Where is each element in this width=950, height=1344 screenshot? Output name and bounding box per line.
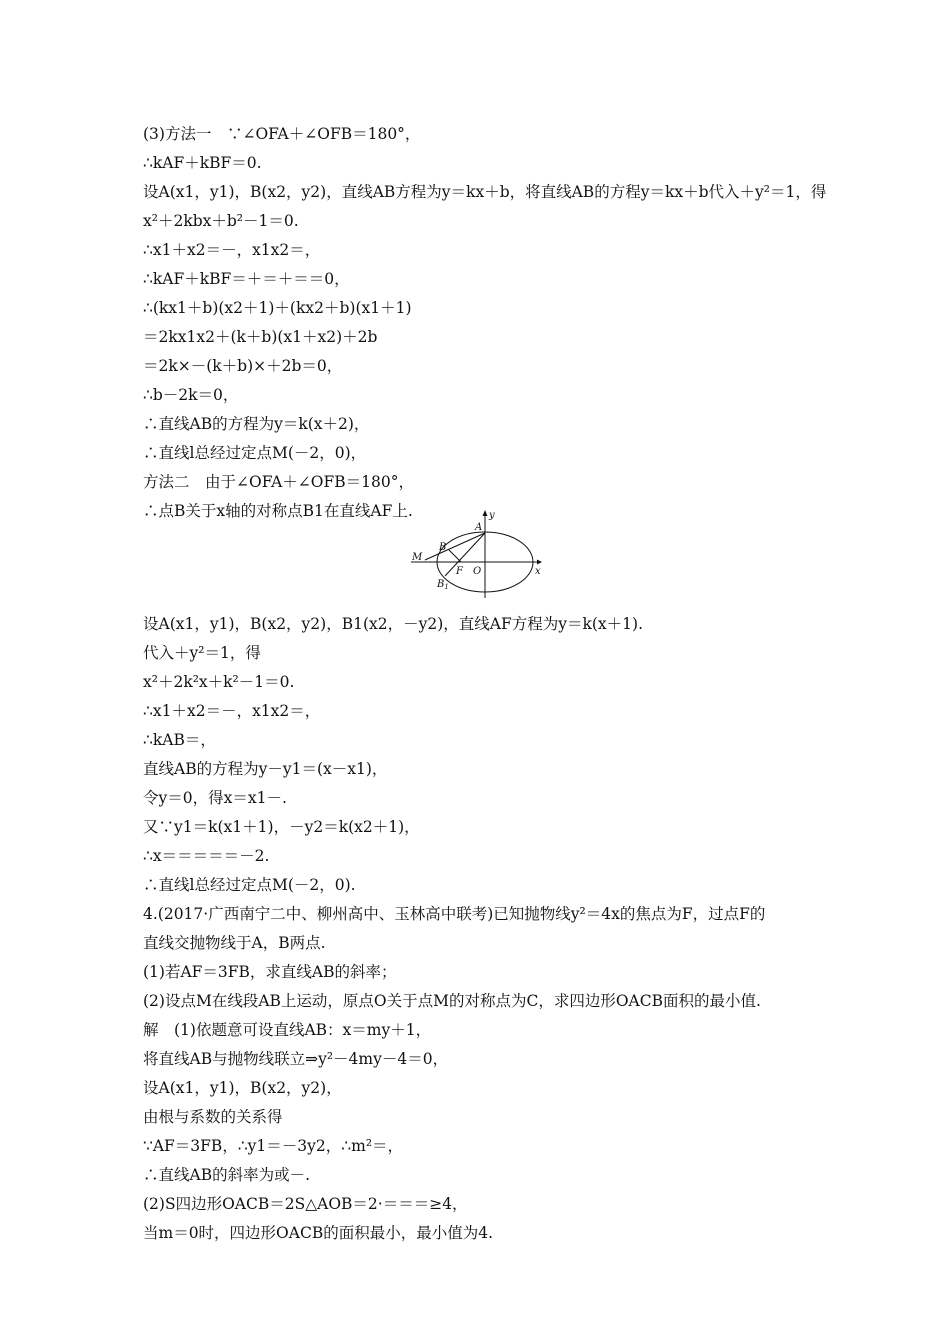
text-line: 设A(x1，y1)，B(x2，y2)，直线AB方程为y＝kx＋b，将直线AB的方程y＝kx＋b代入＋y²＝1，得 — [143, 183, 827, 201]
text-line: ∴直线AB的斜率为或－. — [143, 1166, 311, 1184]
label-O: O — [473, 566, 482, 577]
text-line: ∵AF＝3FB，∴y1＝－3y2，∴m²＝， — [143, 1137, 404, 1155]
text-line: 又∵y1＝k(x1＋1)，－y2＝k(x2＋1)， — [143, 818, 420, 836]
text-line: ∴直线l总经过定点M(－2，0). — [143, 876, 356, 894]
text-line: 直线AB的方程为y－y1＝(x－x1)， — [143, 760, 388, 778]
text-line: 解 (1)依题意可设直线AB：x＝my＋1， — [143, 1021, 432, 1039]
text-line: 直线交抛物线于A，B两点. — [143, 934, 326, 952]
label-x: x — [535, 566, 541, 577]
text-line: 代入＋y²＝1，得 — [143, 644, 261, 662]
text-line: (1)若AF＝3FB，求直线AB的斜率； — [143, 963, 397, 981]
text-line: ∴b－2k＝0， — [143, 386, 239, 404]
text-line: ∴x＝＝＝＝＝－2. — [143, 847, 270, 865]
text-line: 令y＝0，得x＝x1－. — [143, 789, 287, 807]
text-line: ∴(kx1＋b)(x2＋1)＋(kx2＋b)(x1＋1) — [143, 299, 412, 317]
text-line: 设A(x1，y1)，B(x2，y2)， — [143, 1079, 342, 1097]
text-line: 方法二 由于∠OFA＋∠OFB＝180°， — [143, 473, 414, 491]
text-line: (3)方法一 ∵∠OFA＋∠OFB＝180°， — [143, 125, 421, 143]
label-A: A — [475, 522, 483, 533]
text-line: (2)设点M在线段AB上运动，原点O关于点M的对称点为C，求四边形OACB面积的最小值. — [143, 992, 761, 1010]
ellipse-figure — [405, 508, 545, 600]
text-line: 将直线AB与抛物线联立⇒y²－4my－4＝0， — [143, 1050, 449, 1068]
text-line: ∴x1＋x2＝－，x1x2＝， — [143, 241, 321, 259]
text-line: ∴x1＋x2＝－，x1x2＝， — [143, 702, 321, 720]
text-line: 当m＝0时，四边形OACB的面积最小，最小值为4. — [143, 1224, 494, 1242]
label-B: B — [439, 542, 447, 553]
label-F: F — [456, 566, 463, 577]
y-axis-arrow-icon — [483, 510, 488, 516]
ellipse-diagram — [405, 508, 545, 600]
label-y: y — [489, 510, 495, 521]
text-line: ∴kAB＝， — [143, 731, 216, 749]
label-M: M — [412, 552, 423, 563]
text-line: ＝2k×－(k＋b)×＋2b＝0， — [143, 357, 343, 375]
text-line: (2)S四边形OACB＝2S△AOB＝2·＝＝＝≥4， — [143, 1195, 468, 1213]
text-line: ∴kAF＋kBF＝＋＝＋＝＝0， — [143, 270, 350, 288]
text-line: 4.(2017·广西南宁二中、柳州高中、玉林高中联考)已知抛物线y²＝4x的焦点为F，过点F的 — [143, 905, 766, 923]
text-line: ∴kAF＋kBF＝0. — [143, 154, 262, 172]
text-line: ∴直线l总经过定点M(－2，0)， — [143, 444, 367, 462]
text-line: 设A(x1，y1)，B(x2，y2)，B1(x2，－y2)，直线AF方程为y＝k(x＋1). — [143, 615, 644, 633]
x-axis-arrow-icon — [537, 560, 542, 565]
text-line: ∴点B关于x轴的对称点B1在直线AF上. — [143, 502, 413, 520]
text-line: ∴直线AB的方程为y＝k(x＋2)， — [143, 415, 370, 433]
label-B1: $B_1$ — [437, 579, 449, 591]
text-line: 由根与系数的关系得 — [143, 1108, 283, 1126]
text-line: x²＋2kbx＋b²－1＝0. — [143, 212, 299, 230]
text-line: x²＋2k²x＋k²－1＝0. — [143, 673, 295, 691]
text-line: ＝2kx1x2＋(k＋b)(x1＋x2)＋2b — [143, 328, 378, 346]
